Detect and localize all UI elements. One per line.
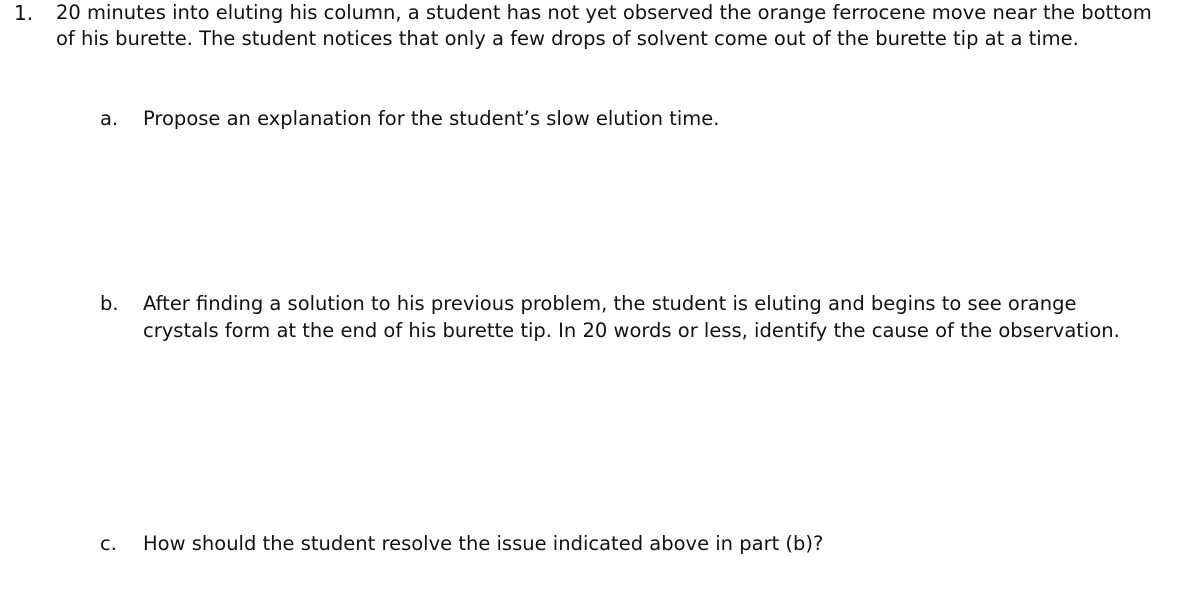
part-b-letter: b.	[100, 292, 119, 315]
part-a-text: Propose an explanation for the student’s slow elution time.	[143, 107, 720, 130]
part-c-text: How should the student resolve the issue indicated above in part (b)?	[143, 532, 824, 555]
part-b-text: After finding a solution to his previous problem, the student is eluting and begins to see orange crystals form at the end of his burette tip. In 20 words or less, identify the cause of the observation.	[143, 292, 1120, 342]
part-a-letter: a.	[100, 107, 119, 130]
question-text: 20 minutes into eluting his column, a student has not yet observed the orange ferrocene move near the bottom of his burette. The student notices that only a few drops of solvent come out of the burette tip at a time.	[56, 1, 1152, 50]
part-c-letter: c.	[100, 532, 117, 555]
question-number: 1.	[14, 1, 34, 25]
